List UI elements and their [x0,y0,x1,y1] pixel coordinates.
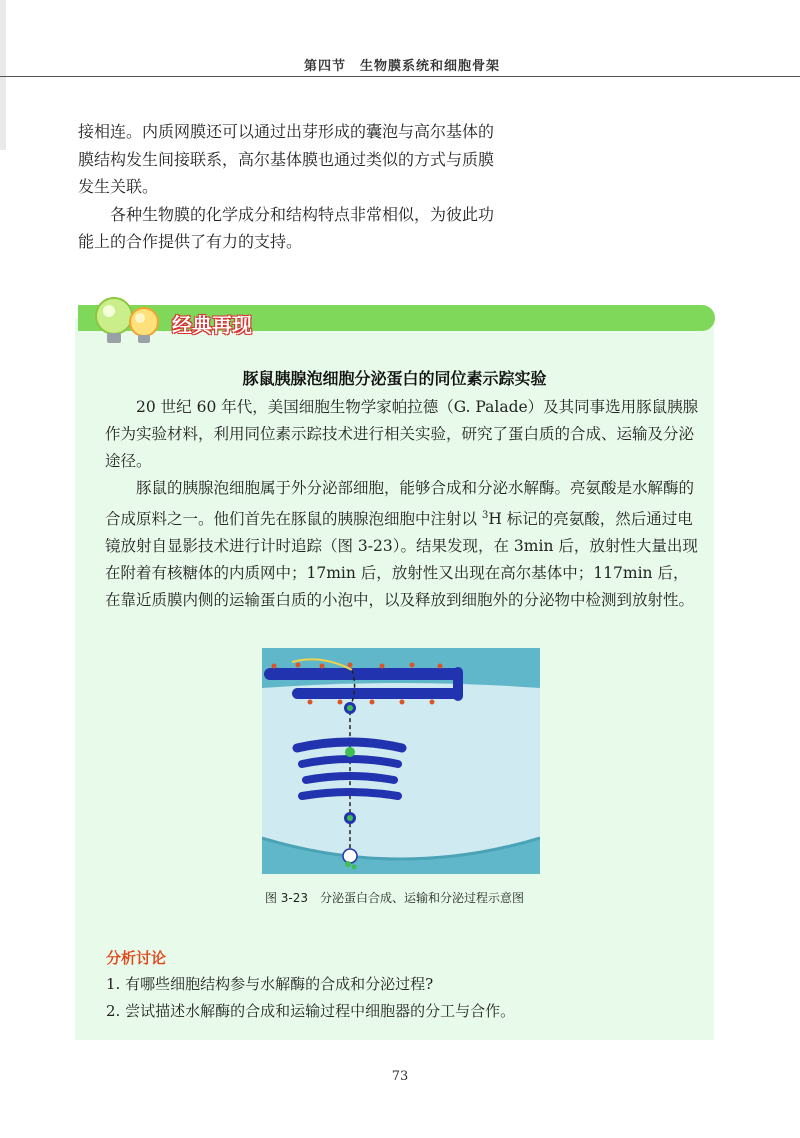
experiment-title: 豚鼠胰腺泡细胞分泌蛋白的同位素示踪实验 [242,369,547,388]
header-rule [0,76,800,77]
running-header [0,55,800,77]
header-title: 第四节 生物膜系统和细胞骨架 [303,59,500,74]
figure-caption: 图 3-23 分泌蛋白合成、运输和分泌过程示意图 [264,891,525,905]
question-1: 1. 有哪些细胞结构参与水解酶的合成和分泌过程? [106,975,434,993]
body-paragraph-2: 各种生物膜的化学成分和结构特点非常相似，为彼此功能上的合作提供了有力的支持。 [78,204,495,251]
paragraph-2-after: 标记的亮氨酸，然后通过电镜放射自显影技术进行计时追踪（图 3-23）。结果发现，在 3min 后，放射性大量出现在附着有核糖体的内质网中；17min 后，放射性又出现在高尔基体中；117min 后，在靠近质膜内侧的运输蛋白质的小泡中，以及释放到细胞外的分泌物中检测到放射性。 [105,510,698,610]
section-label: 经典再现 [172,313,252,337]
isotope-symbol: H [488,510,502,529]
discussion-questions [106,971,515,1025]
body-text [78,118,508,256]
secretion-diagram [262,648,540,874]
question-2: 2. 尝试描述水解酶的合成和运输过程中细胞器的分工与合作。 [106,1002,516,1020]
paragraph-2-before: 豚鼠的胰腺泡细胞属于外分泌部细胞，能够合成和分泌水解酶。亮氨酸是水解酶的合成原料之一。他们首先在豚鼠的胰腺泡细胞中注射以 [105,479,695,529]
experiment-paragraph-1: 20 世纪 60 年代，美国细胞生物学家帕拉德（G. Palade）及其同事选用豚鼠胰腺作为实验材料，利用同位素示踪技术进行相关实验，研究了蛋白质的合成、运输及分泌途径。 [105,398,699,470]
isotope-mass: 3 [481,510,489,521]
lightbulb-icon [86,292,176,352]
page-number: 73 [391,1069,409,1084]
discussion-title: 分析讨论 [106,949,167,967]
experiment-text [105,394,700,614]
experiment-paragraph-2 [105,475,700,614]
body-paragraph-1: 接相连。内质网膜还可以通过出芽形成的囊泡与高尔基体的膜结构发生间接联系，高尔基体膜也通过类似的方式与质膜发生关联。 [78,122,495,196]
